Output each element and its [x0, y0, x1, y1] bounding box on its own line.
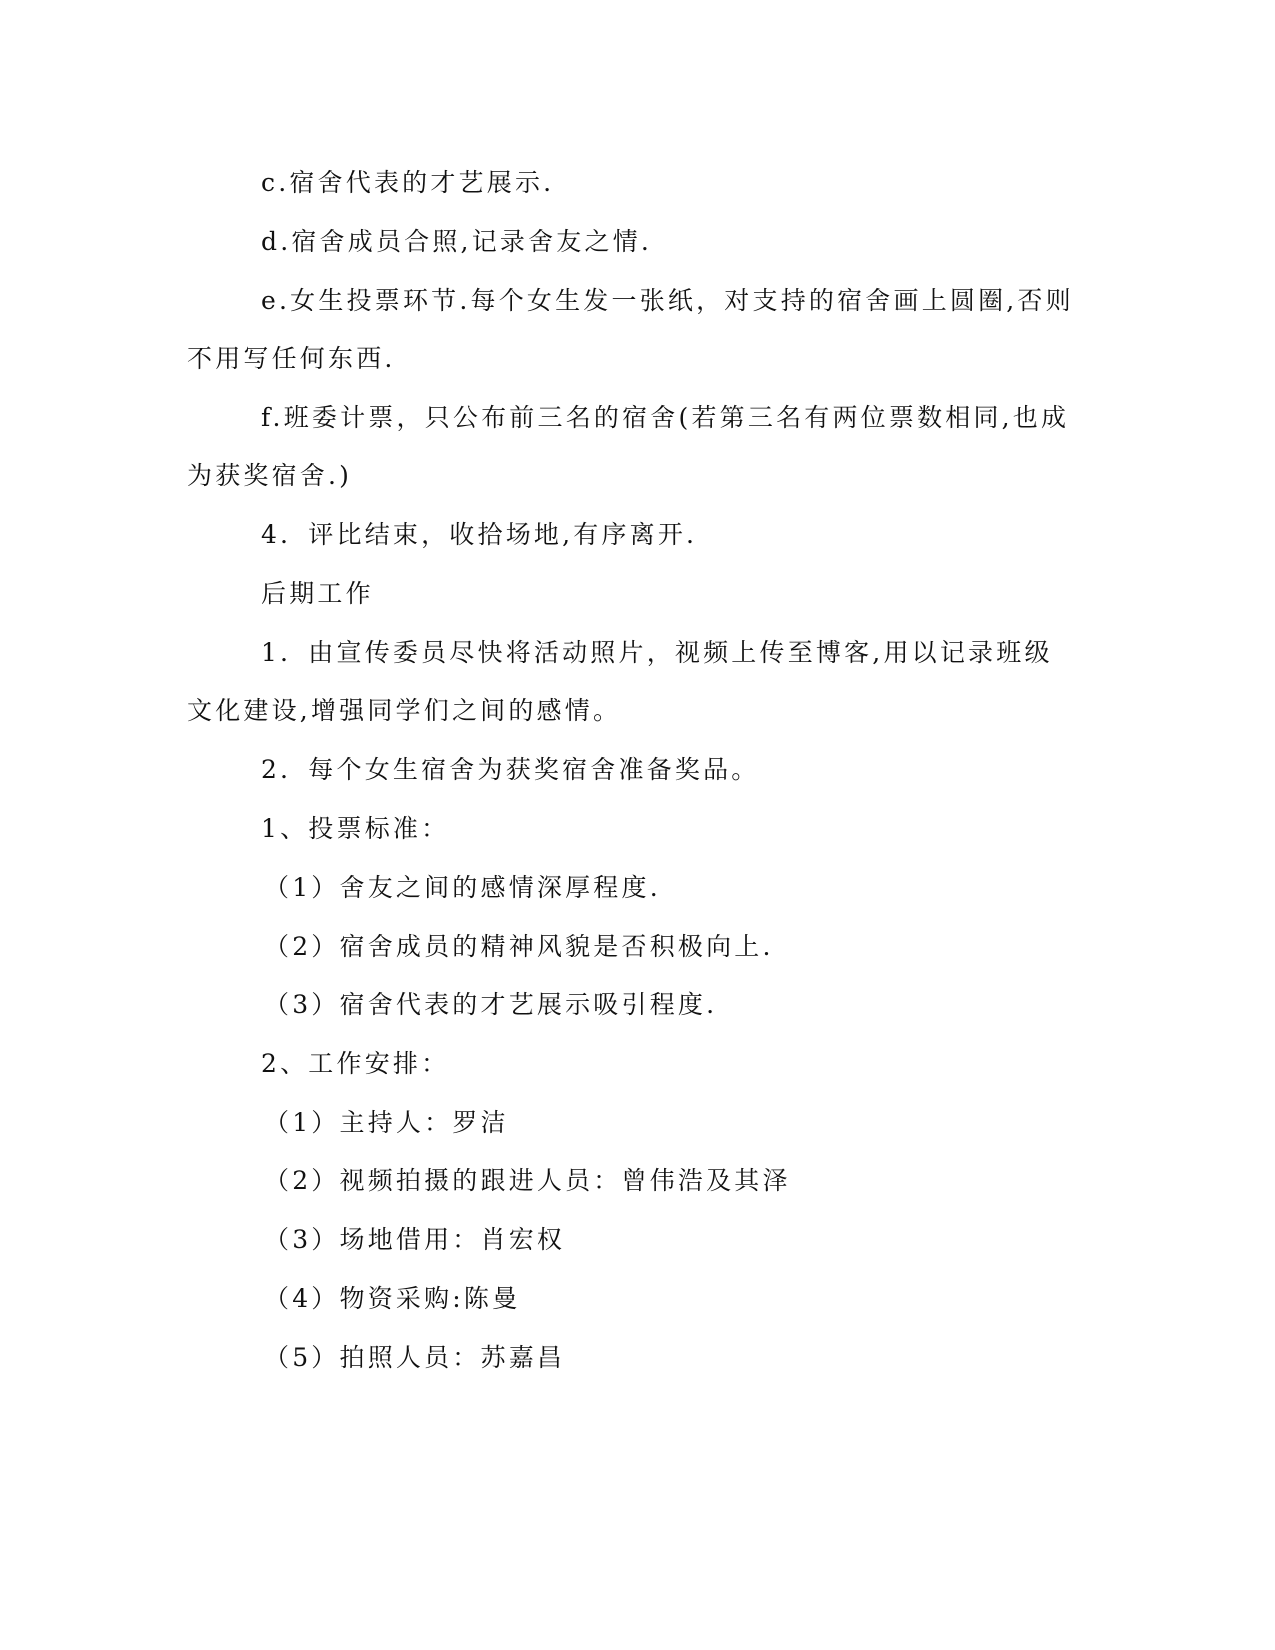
post-work-item-1-line2: 文化建设,增强同学们之间的感情。 [187, 696, 622, 725]
work-arrangement-item-3: （3）场地借用：肖宏权 [264, 1225, 566, 1254]
work-arrangement-item-2: （2）视频拍摄的跟进人员：曾伟浩及其泽 [264, 1166, 791, 1195]
paragraph-f-line1: f.班委计票，只公布前三名的宿舍(若第三名有两位票数相同,也成 [261, 403, 1070, 432]
paragraph-e-line2: 不用写任何东西. [187, 344, 396, 373]
paragraph-e-line1: e.女生投票环节.每个女生发一张纸，对支持的宿舍画上圆圈,否则 [261, 286, 1074, 315]
voting-standard-item-3: （3）宿舍代表的才艺展示吸引程度. [264, 990, 718, 1019]
work-arrangement-item-5: （5）拍照人员：苏嘉昌 [264, 1343, 566, 1372]
paragraph-4: 4．评比结束，收拾场地,有序离开. [261, 520, 698, 549]
section-heading-post-work: 后期工作 [261, 579, 374, 608]
voting-standard-item-1: （1）舍友之间的感情深厚程度. [264, 873, 661, 902]
work-arrangement-heading: 2、工作安排： [261, 1049, 450, 1078]
voting-standard-heading: 1、投票标准： [261, 814, 450, 843]
work-arrangement-item-4: （4）物资采购:陈曼 [264, 1284, 521, 1313]
work-arrangement-item-1: （1）主持人：罗洁 [264, 1108, 509, 1137]
voting-standard-item-2: （2）宿舍成员的精神风貌是否积极向上. [264, 932, 774, 961]
paragraph-d: d.宿舍成员合照,记录舍友之情. [261, 227, 653, 256]
paragraph-c: c.宿舍代表的才艺展示. [261, 168, 555, 197]
post-work-item-2: 2．每个女生宿舍为获奖宿舍准备奖品。 [261, 755, 760, 784]
post-work-item-1-line1: 1．由宣传委员尽快将活动照片，视频上传至博客,用以记录班级 [261, 638, 1053, 667]
paragraph-f-line2: 为获奖宿舍.) [187, 461, 353, 490]
